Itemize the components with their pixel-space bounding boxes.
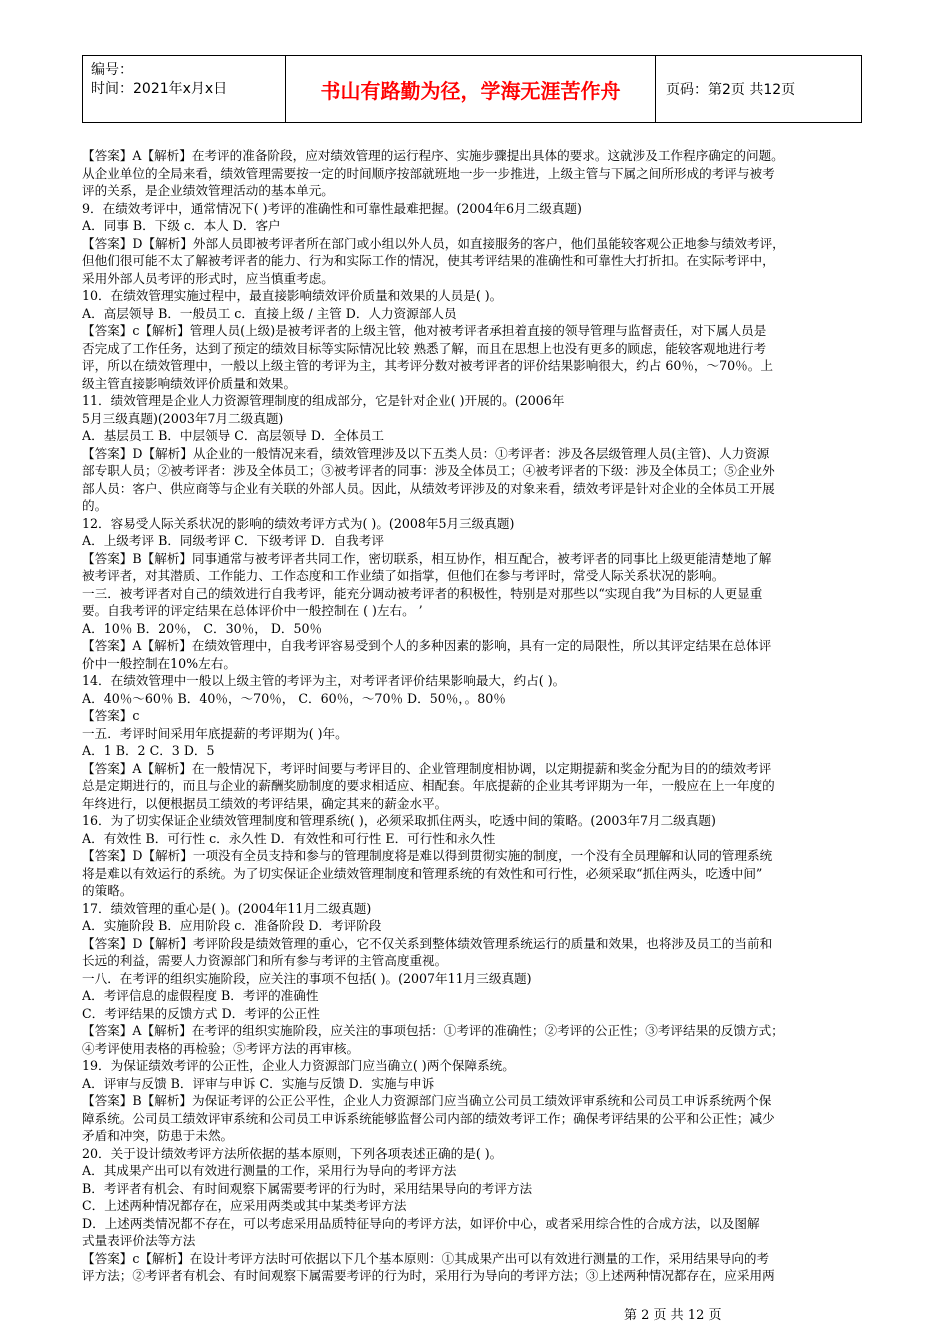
text-line: 【答案】c【解析】管理人员(上级)是被考评者的上级主管，他对被考评者承担着直接的领导管理与监督责任，对下属人员是	[82, 323, 767, 338]
text-line: 障系统。公司员工绩效评审系统和公司员工申诉系统能够监督公司内部的绩效考评工作；确保考评结果的公平和公正性；减少	[82, 1110, 775, 1126]
text-line: 评的关系，是企业绩效管理活动的基本单元。	[82, 183, 334, 198]
text-line: A．实施阶段 B．应用阶段 c．准备阶段 D．考评阶段	[82, 918, 382, 933]
text-line: 11．绩效管理是企业人力资源管理制度的组成部分，它是针对企业( )开展的。(2006年	[82, 393, 565, 408]
text-line: 9．在绩效考评中，通常情况下( )考评的准确性和可靠性最难把握。(2004年6月二级真题)	[82, 200, 582, 216]
text-line: 20．关于设计绩效考评方法所依据的基本原则，下列各项表述正确的是( )。	[82, 1145, 503, 1161]
text-line: 长远的利益，需要人力资源部门和所有参与考评的主管高度重视。	[82, 953, 448, 968]
text-line: 一八．在考评的组织实施阶段，应关注的事项不包括( )。(2007年11月三级真题)	[82, 970, 532, 986]
text-line: A．同事 B．下级 c．本人 D．客户	[82, 218, 281, 233]
document-time-label: 时间：2021年x月x日	[91, 81, 228, 97]
text-line: 被考评者，对其潜质、工作能力、工作态度和工作业绩了如指掌，但他们在参与考评时，常受人际关系状况的影响。	[82, 568, 725, 583]
text-line: 【答案】D【解析】外部人员即被考评者所在部门或小组以外人员，如直接服务的客户，他们虽能较客观公正地参与绩效考评，	[82, 235, 785, 251]
text-line: 【答案】c【解析】在设计考评方法时可依据以下几个基本原则：①其成果产出可以有效进行测量的工作，采用结果导向的考	[82, 1250, 770, 1266]
text-line: 式量表评价法等方法	[82, 1233, 196, 1248]
header-meta-cell	[83, 56, 286, 122]
text-line: 【答案】D【解析】一项没有全员支持和参与的管理制度将是难以得到贯彻实施的制度，一个没有全员理解和认同的管理系统	[82, 848, 773, 863]
text-line: 一三．被考评者对自己的绩效进行自我考评，能充分调动被考评者的积极性，特别是对那些以“实现自我”为目标的人更显重	[82, 585, 763, 601]
text-line: 【答案】A【解析】在考评的准备阶段，应对绩效管理的运行程序、实施步骤提出具体的要求。这就涉及工作程序确定的问题。	[82, 148, 784, 163]
page-footer: 第 2 页 共 12 页	[624, 1308, 722, 1323]
text-line: C．上述两种情况都存在，应采用两类或其中某类考评方法	[82, 1198, 407, 1213]
text-line: 【答案】A【解析】在一般情况下，考评时间要与考评目的、企业管理制度相协调，以定期提薪和奖金分配为目的的绩效考评	[82, 760, 772, 776]
document-body	[82, 147, 874, 1285]
text-line: B．考评者有机会、有时间观察下属需要考评的行为时，采用结果导向的考评方法	[82, 1180, 533, 1196]
text-line: 的策略。	[82, 883, 133, 898]
text-line: 【答案】D【解析】从企业的一般情况来看，绩效管理涉及以下五类人员：①考评者：涉及各层级管理人员(主管)、人力资源	[82, 445, 770, 461]
text-line: D．上述两类情况都不存在，可以考虑采用品质特征导向的考评方法，如评价中心，或者采用综合性的合成方法，以及图解	[82, 1215, 760, 1231]
text-line: 要。自我考评的评定结果在总体评价中一般控制在 ( )左右。 ’	[82, 603, 423, 618]
header-motto: 书山有路勤为径，学海无涯苦作舟	[286, 56, 656, 122]
text-line: 总是定期进行的，而且与企业的薪酬奖励制度的要求相适应、相配套。年底提薪的企业其考评期为一年，一般应在上一年度的	[82, 778, 775, 793]
text-line: 【答案】A【解析】在绩效管理中，自我考评容易受到个人的多种因素的影响，具有一定的局限性，所以其评定结果在总体评	[82, 638, 772, 653]
text-line: 级主管直接影响绩效评价质量和效果。	[82, 375, 297, 391]
text-line: 14．在绩效管理中一般以上级主管的考评为主，对考评者评价结果影响最大，约占( )。	[82, 673, 566, 688]
text-line: A．10％ B．20％， C．30％， D．50％	[82, 620, 323, 636]
text-line: 19．为保证绩效考评的公正性，企业人力资源部门应当确立( )两个保障系统。	[82, 1058, 515, 1073]
text-line: 部人员：客户、供应商等与企业有关联的外部人员。因此，从绩效考评涉及的对象来看，绩效考评是针对企业的全体员工开展	[82, 480, 775, 496]
text-line: A．评审与反馈 B．评审与申诉 C．实施与反馈 D．实施与申诉	[82, 1075, 435, 1091]
text-line: 评，所以在绩效管理中，一般以上级主管的考评为主，其考评分数对被考评者的评价结果影响很大，约占 60％，～70％。上	[82, 358, 773, 373]
text-line: A．1 B．2 C．3 D．5	[82, 743, 215, 758]
text-line: 的。	[82, 498, 108, 513]
text-line: 否完成了工作任务，达到了预定的绩效目标等实际情况比较 熟悉了解，而且在思想上也没有更多的顾虑，能较客观地进行考	[82, 340, 767, 356]
text-line: A．高层领导 B．一般员工 c．直接上级 / 主管 D．人力资源部人员	[82, 305, 457, 321]
text-line: ④考评使用表格的再检验；⑤考评方法的再审核。	[82, 1040, 360, 1056]
text-line: 5月三级真题)(2003年7月二级真题)	[82, 410, 284, 426]
text-line: 但他们很可能不太了解被考评者的能力、行为和实际工作的情况，使其考评结果的准确性和可靠性大打折扣。在实际考评中，	[82, 253, 775, 268]
text-line: C．考评结果的反馈方式 D．考评的公正性	[82, 1005, 320, 1021]
text-line: 【答案】c	[82, 708, 140, 723]
text-line: A．有效性 B．可行性 c．永久性 D．有效性和可行性 E．可行性和永久性	[82, 830, 496, 846]
text-line: 将是难以有效运行的系统。为了切实保证企业绩效管理制度和管理系统的有效性和可行性，必须采取“抓住两头，吃透中间”	[82, 865, 763, 881]
text-line: 12．容易受人际关系状况的影响的绩效考评方式为( )。(2008年5月三级真题)	[82, 515, 515, 531]
text-line: A．基层员工 B．中层领导 C．高层领导 D．全体员工	[82, 428, 384, 443]
header-page-number: 页码：第2页 共12页	[666, 82, 796, 98]
text-line: 10．在绩效管理实施过程中，最直接影响绩效评价质量和效果的人员是( )。	[82, 288, 503, 303]
text-line: 从企业单位的全局来看，绩效管理需要按一定的时间顺序按部就班地一步一步推进，上级主管与下属之间所形成的考评与被考	[82, 165, 775, 181]
text-line: A．考评信息的虚假程度 B．考评的准确性	[82, 988, 319, 1003]
text-line: 评方法；②考评者有机会、有时间观察下属需要考评的行为时，采用行为导向的考评方法；③上述两种情况都存在，应采用两	[82, 1268, 775, 1283]
text-line: 16．为了切实保证企业绩效管理制度和管理系统( )，必须采取抓住两头，吃透中间的策略。(2003年7月二级真题)	[82, 813, 716, 828]
text-line: A．40％～60％ B．40％，～70％， C．60％，～70％ D．50％，。80％	[82, 690, 506, 706]
text-line: 【答案】D【解析】考评阶段是绩效管理的重心，它不仅关系到整体绩效管理系统运行的质量和效果，也将涉及员工的当前和	[82, 935, 773, 951]
text-line: A．其成果产出可以有效进行测量的工作，采用行为导向的考评方法	[82, 1163, 457, 1178]
text-line: 年终进行，以便根据员工绩效的考评结果，确定其来的薪金水平。	[82, 795, 448, 811]
text-line: 17．绩效管理的重心是( )。(2004年11月二级真题)	[82, 900, 372, 916]
text-line: 【答案】A【解析】在考评的组织实施阶段，应关注的事项包括：①考评的准确性；②考评的公正性；③考评结果的反馈方式；	[82, 1023, 784, 1038]
page-header-table	[82, 55, 862, 123]
text-line: 价中一般控制在10%左右。	[82, 655, 236, 671]
text-line: 【答案】B【解析】同事通常与被考评者共同工作，密切联系，相互协作，相互配合，被考评者的同事比上级更能清楚地了解	[82, 550, 772, 566]
text-line: A．上级考评 B．同级考评 C．下级考评 D．自我考评	[82, 533, 384, 548]
text-line: 部专职人员；②被考评者：涉及全体员工；③被考评者的同事：涉及全体员工；④被考评者的下级：涉及全体员工；⑤企业外	[82, 463, 775, 478]
text-line: 采用外部人员考评的形式时，应当慎重考虑。	[82, 270, 334, 286]
text-line: 矛盾和冲突，防患于未然。	[82, 1128, 234, 1143]
document-number-label: 编号：	[91, 62, 133, 78]
text-line: 【答案】B【解析】为保证考评的公正公平性，企业人力资源部门应当确立公司员工绩效评审系统和公司员工申诉系统两个保	[82, 1093, 772, 1108]
text-line: 一五．考评时间采用年底提薪的考评期为( )年。	[82, 725, 348, 741]
